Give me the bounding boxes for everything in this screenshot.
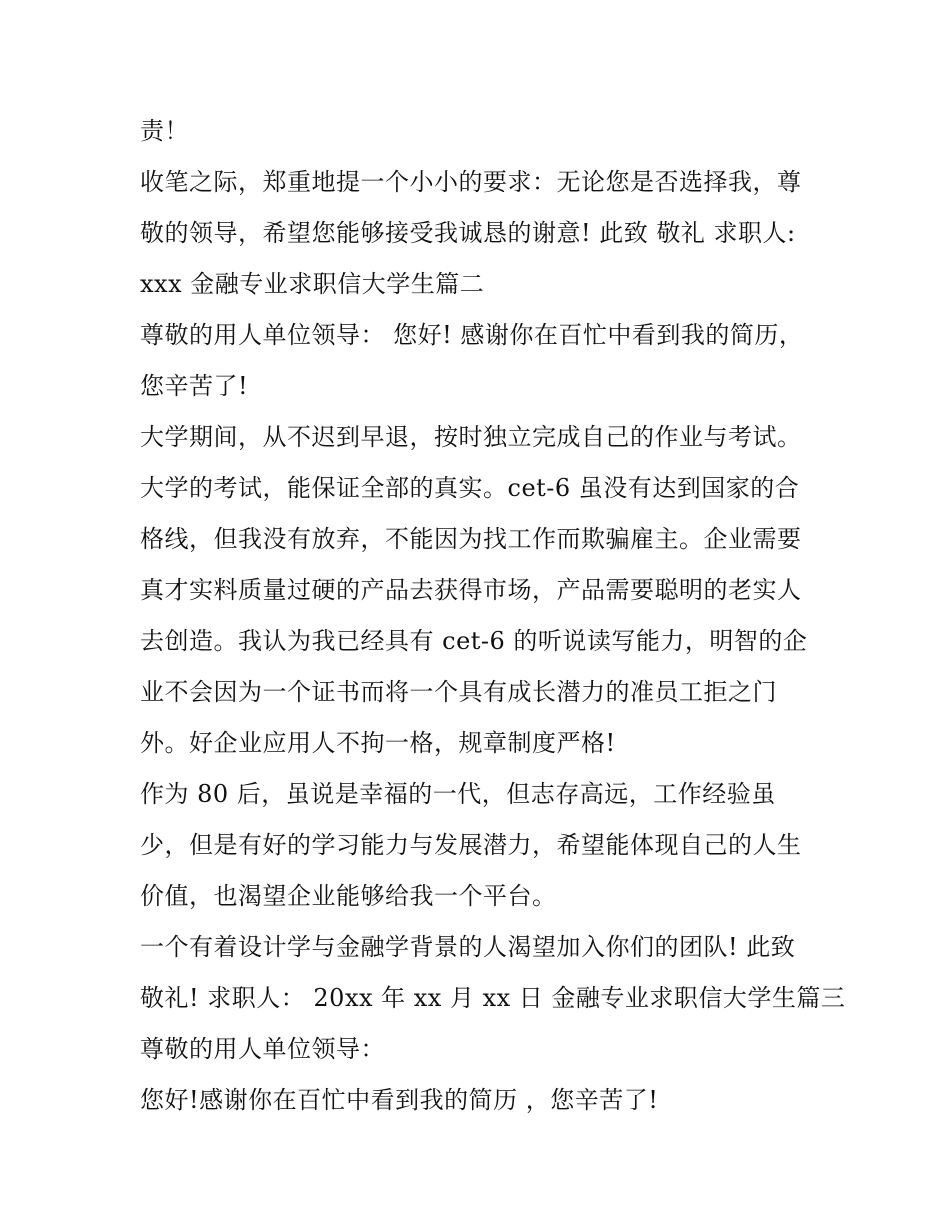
text-line: 尊敬的用人单位领导： (140, 1035, 385, 1063)
text-line: 您辛苦了! (140, 372, 249, 400)
text-line: 收笔之际，郑重地提一个小小的要求：无论您是否选择我，尊 (140, 168, 802, 196)
text-line: 少，但是有好的学习能力与发展潜力，希望能体现自己的人生 (140, 831, 802, 859)
text-line: 敬的领导，希望您能够接受我诚恳的谢意! 此致 敬礼 求职人: (140, 219, 796, 247)
text-line: 一个有着设计学与金融学背景的人渴望加入你们的团队! 此致 (140, 933, 796, 961)
text-line: 外。好企业应用人不拘一格，规章制度严格! (140, 729, 616, 757)
text-line: 责！ (140, 117, 189, 145)
text-line: 价值，也渴望企业能够给我一个平台。 (140, 882, 557, 910)
text-line: 大学期间，从不迟到早退，按时独立完成自己的作业与考试。 (140, 423, 802, 451)
text-line: 大学的考试，能保证全部的真实。cet-6 虽没有达到国家的合 (140, 474, 800, 502)
document-body (140, 106, 846, 1126)
text-line: 尊敬的用人单位领导： 您好! 感谢你在百忙中看到我的简历， (140, 321, 804, 349)
text-line: 真才实料质量过硬的产品去获得市场，产品需要聪明的老实人 (140, 576, 802, 604)
text-line: 业不会因为一个证书而将一个具有成长潜力的准员工拒之门 (140, 678, 777, 706)
text-line: 敬礼! 求职人： 20xx 年 xx 月 xx 日 金融专业求职信大学生篇三 (140, 984, 846, 1012)
text-line: 格线，但我没有放弃，不能因为找工作而欺骗雇主。企业需要 (140, 525, 802, 553)
text-line: 作为 80 后，虽说是幸福的一代，但志存高远，工作经验虽 (140, 780, 776, 808)
section-heading-line: xxx 金融专业求职信大学生篇二 (140, 270, 485, 298)
text-line: 您好!感谢你在百忙中看到我的简历 ，您辛苦了! (140, 1086, 659, 1114)
text-line: 去创造。我认为我已经具有 cet-6 的听说读写能力，明智的企 (140, 627, 808, 655)
